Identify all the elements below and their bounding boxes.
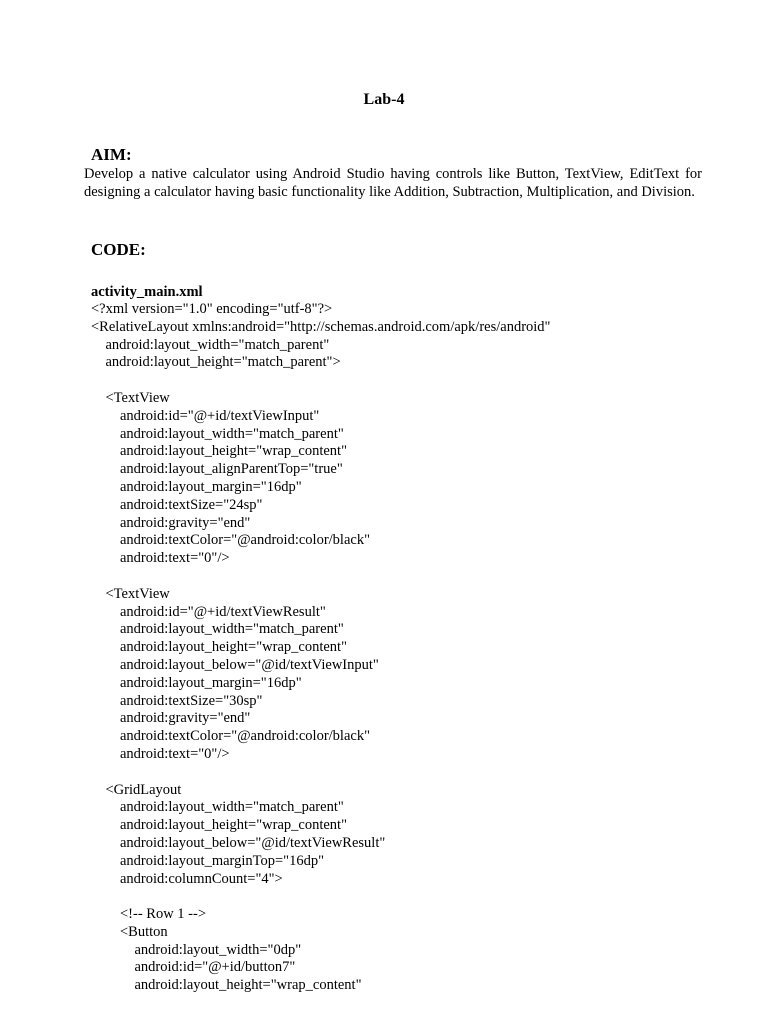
code-line: <Button bbox=[91, 923, 168, 940]
code-heading: CODE: bbox=[91, 240, 146, 259]
code-line: android:layout_below="@id/textViewInput" bbox=[91, 656, 379, 673]
code-line: android:layout_height="wrap_content" bbox=[91, 443, 347, 460]
code-line: android:layout_width="match_parent" bbox=[91, 336, 330, 353]
code-line: android:id="@+id/textViewResult" bbox=[91, 603, 326, 620]
code-line: android:textSize="24sp" bbox=[91, 496, 263, 513]
code-line: android:text="0"/> bbox=[91, 745, 230, 762]
aim-heading: AIM: bbox=[91, 145, 132, 164]
code-line: android:layout_margin="16dp" bbox=[91, 478, 302, 495]
code-line: android:id="@+id/button7" bbox=[91, 959, 296, 976]
aim-paragraph: Develop a native calculator using Android Studio having controls like Button, TextView, EditText for designing a calculator having basic functionality like Addition, Subtraction, Multiplication, and Division. bbox=[84, 166, 702, 200]
code-line: <TextView bbox=[91, 389, 170, 406]
file-name-heading: activity_main.xml bbox=[91, 284, 203, 300]
page-title: Lab-4 bbox=[363, 91, 405, 108]
code-line: android:gravity="end" bbox=[91, 710, 251, 727]
code-line: android:layout_marginTop="16dp" bbox=[91, 852, 324, 869]
code-line: android:layout_alignParentTop="true" bbox=[91, 461, 343, 478]
code-line: android:layout_height="match_parent"> bbox=[91, 354, 341, 371]
code-line: android:layout_width="0dp" bbox=[91, 941, 302, 958]
code-line bbox=[91, 372, 731, 390]
code-line: android:layout_width="match_parent" bbox=[91, 425, 344, 442]
code-line: android:layout_height="wrap_content" bbox=[91, 817, 347, 834]
code-line: android:textSize="30sp" bbox=[91, 692, 263, 709]
code-line bbox=[91, 888, 731, 906]
code-line: <RelativeLayout xmlns:android="http://schemas.android.com/apk/res/android" bbox=[91, 318, 551, 335]
code-line: android:layout_width="match_parent" bbox=[91, 799, 344, 816]
code-line: android:layout_below="@id/textViewResult" bbox=[91, 834, 386, 851]
code-line: android:textColor="@android:color/black" bbox=[91, 532, 371, 549]
code-line: android:layout_width="match_parent" bbox=[91, 621, 344, 638]
code-line: android:gravity="end" bbox=[91, 514, 251, 531]
code-line: android:layout_height="wrap_content" bbox=[91, 977, 362, 994]
code-line bbox=[91, 568, 731, 586]
code-line bbox=[91, 764, 731, 782]
code-line: android:layout_height="wrap_content" bbox=[91, 639, 347, 656]
code-line: <TextView bbox=[91, 585, 170, 602]
code-line: android:layout_margin="16dp" bbox=[91, 674, 302, 691]
code-line: android:textColor="@android:color/black" bbox=[91, 728, 371, 745]
code-line: <GridLayout bbox=[91, 781, 182, 798]
code-listing bbox=[91, 301, 731, 995]
code-line: android:id="@+id/textViewInput" bbox=[91, 407, 320, 424]
code-line: <!-- Row 1 --> bbox=[91, 906, 207, 923]
code-line: <?xml version="1.0" encoding="utf-8"?> bbox=[91, 301, 333, 317]
code-line: android:text="0"/> bbox=[91, 550, 230, 567]
code-line: android:columnCount="4"> bbox=[91, 870, 283, 887]
